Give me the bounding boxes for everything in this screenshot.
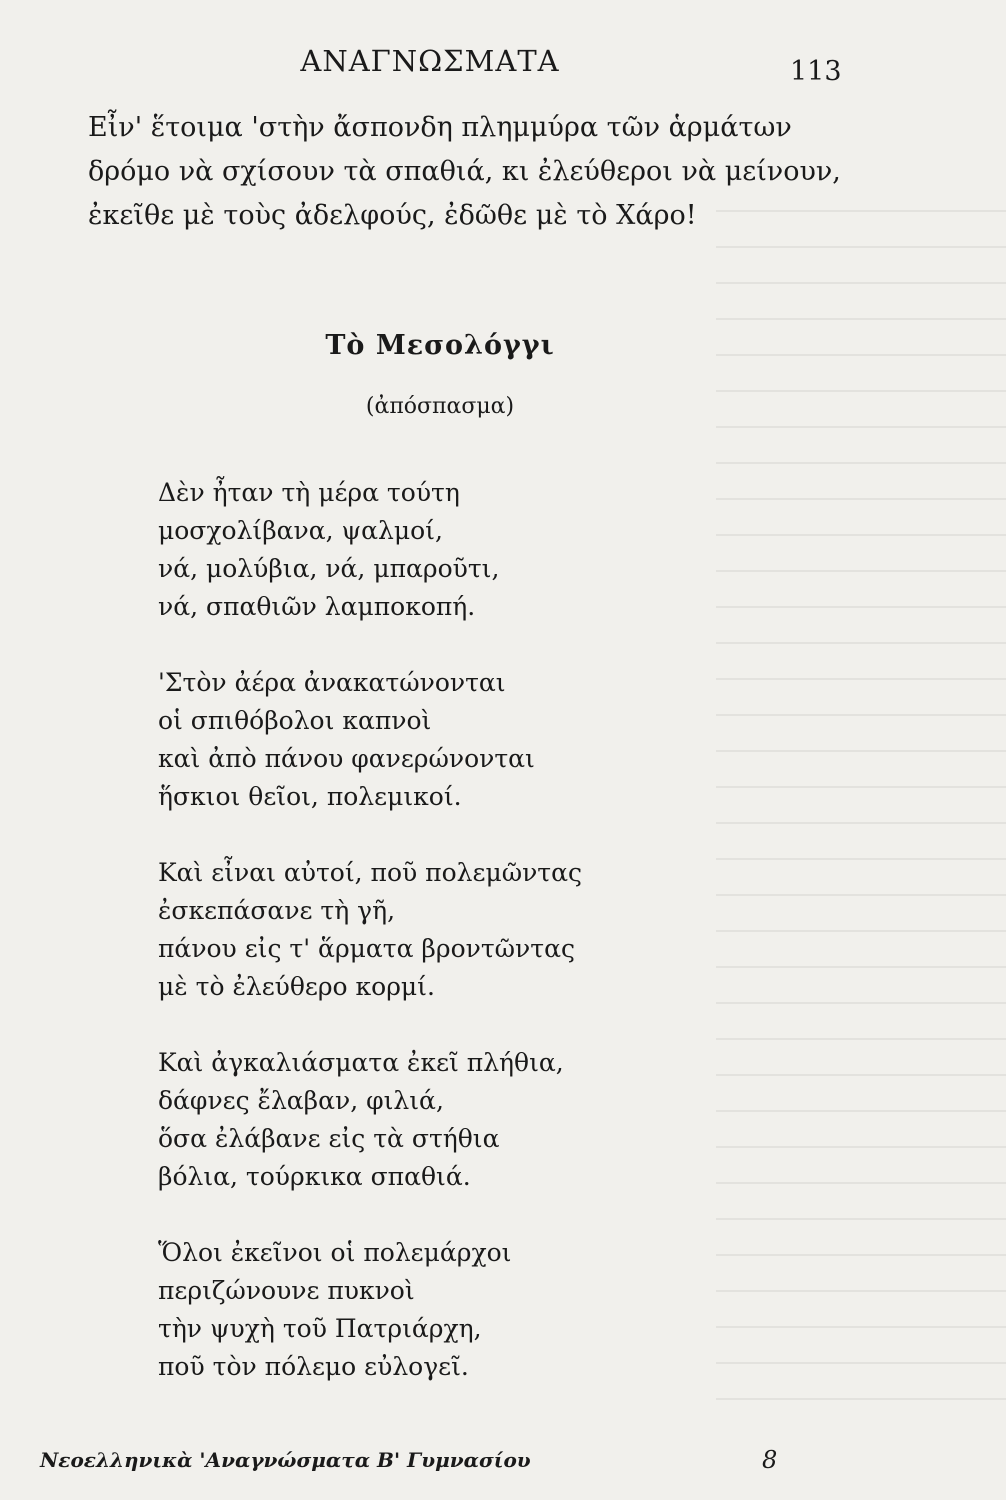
verse-line: Δὲν ἦταν τὴ μέρα τούτη	[158, 478, 460, 507]
running-header: ΑΝΑΓΝΩΣΜΑΤΑ	[300, 44, 560, 78]
verse-line: περιζώνουνε πυκνοὶ	[158, 1276, 415, 1305]
verse-line: ἐκεῖθε μὲ τοὺς ἀδελφούς, ἐδῶθε μὲ τὸ Χάρο!	[88, 200, 697, 231]
stanza	[158, 854, 798, 1006]
verse-line: δρόμο νὰ σχίσουν τὰ σπαθιά, κι ἐλεύθεροι νὰ μείνουν,	[88, 156, 841, 187]
verse-line: μοσχολίβανα, ψαλμοί,	[158, 516, 443, 545]
page-number: 113	[790, 56, 842, 87]
verse-line: ὅσα ἐλάβανε εἰς τὰ στήθια	[158, 1124, 500, 1153]
stanza	[158, 1234, 798, 1386]
verse-line: νά, μολύβια, νά, μπαροῦτι,	[158, 554, 500, 583]
verse-line: νά, σπαθιῶν λαμποκοπή.	[158, 592, 476, 621]
verse-line: οἱ σπιθόβολοι καπνοὶ	[158, 706, 432, 735]
signature-mark: 8	[762, 1446, 778, 1474]
verse-line: βόλια, τούρκικα σπαθιά.	[158, 1162, 471, 1191]
stanza	[158, 474, 798, 626]
intro-verse	[88, 106, 841, 238]
stanza	[158, 664, 798, 816]
verse-line: Καὶ εἶναι αὐτοί, ποῦ πολεμῶντας	[158, 858, 582, 887]
poem-title: Τὸ Μεσολόγγι	[325, 330, 555, 361]
verse-line: τὴν ψυχὴ τοῦ Πατριάρχη,	[158, 1314, 482, 1343]
verse-line: καὶ ἀπὸ πάνου φανερώνονται	[158, 744, 535, 773]
stanza	[158, 1044, 798, 1196]
verse-line: 'Στὸν ἀέρα ἀνακατώνονται	[158, 668, 506, 697]
verse-line: Ὅλοι ἐκεῖνοι οἱ πολεμάρχοι	[158, 1238, 512, 1267]
poem-body	[158, 474, 798, 1424]
verse-line: Εἶν' ἕτοιμα 'στὴν ἄσπονδη πλημμύρα τῶν ἁρμάτων	[88, 112, 792, 143]
verse-line: πάνου εἰς τ' ἅρματα βροντῶντας	[158, 934, 575, 963]
verse-line: ἥσκιοι θεῖοι, πολεμικοί.	[158, 782, 462, 811]
poem-subtitle: (ἀπόσπασμα)	[365, 394, 515, 419]
verse-line: ποῦ τὸν πόλεμο εὐλογεῖ.	[158, 1352, 469, 1381]
verse-line: Καὶ ἀγκαλιάσματα ἐκεῖ πλήθια,	[158, 1048, 564, 1077]
verse-line: μὲ τὸ ἐλεύθερο κορμί.	[158, 972, 435, 1001]
footer-book-title: Νεοελληνικὰ 'Αναγνώσματα Β' Γυμνασίου	[40, 1448, 531, 1472]
verse-line: ἐσκεπάσανε τὴ γῆ,	[158, 896, 396, 925]
verse-line: δάφνες ἔλαβαν, φιλιά,	[158, 1086, 444, 1115]
